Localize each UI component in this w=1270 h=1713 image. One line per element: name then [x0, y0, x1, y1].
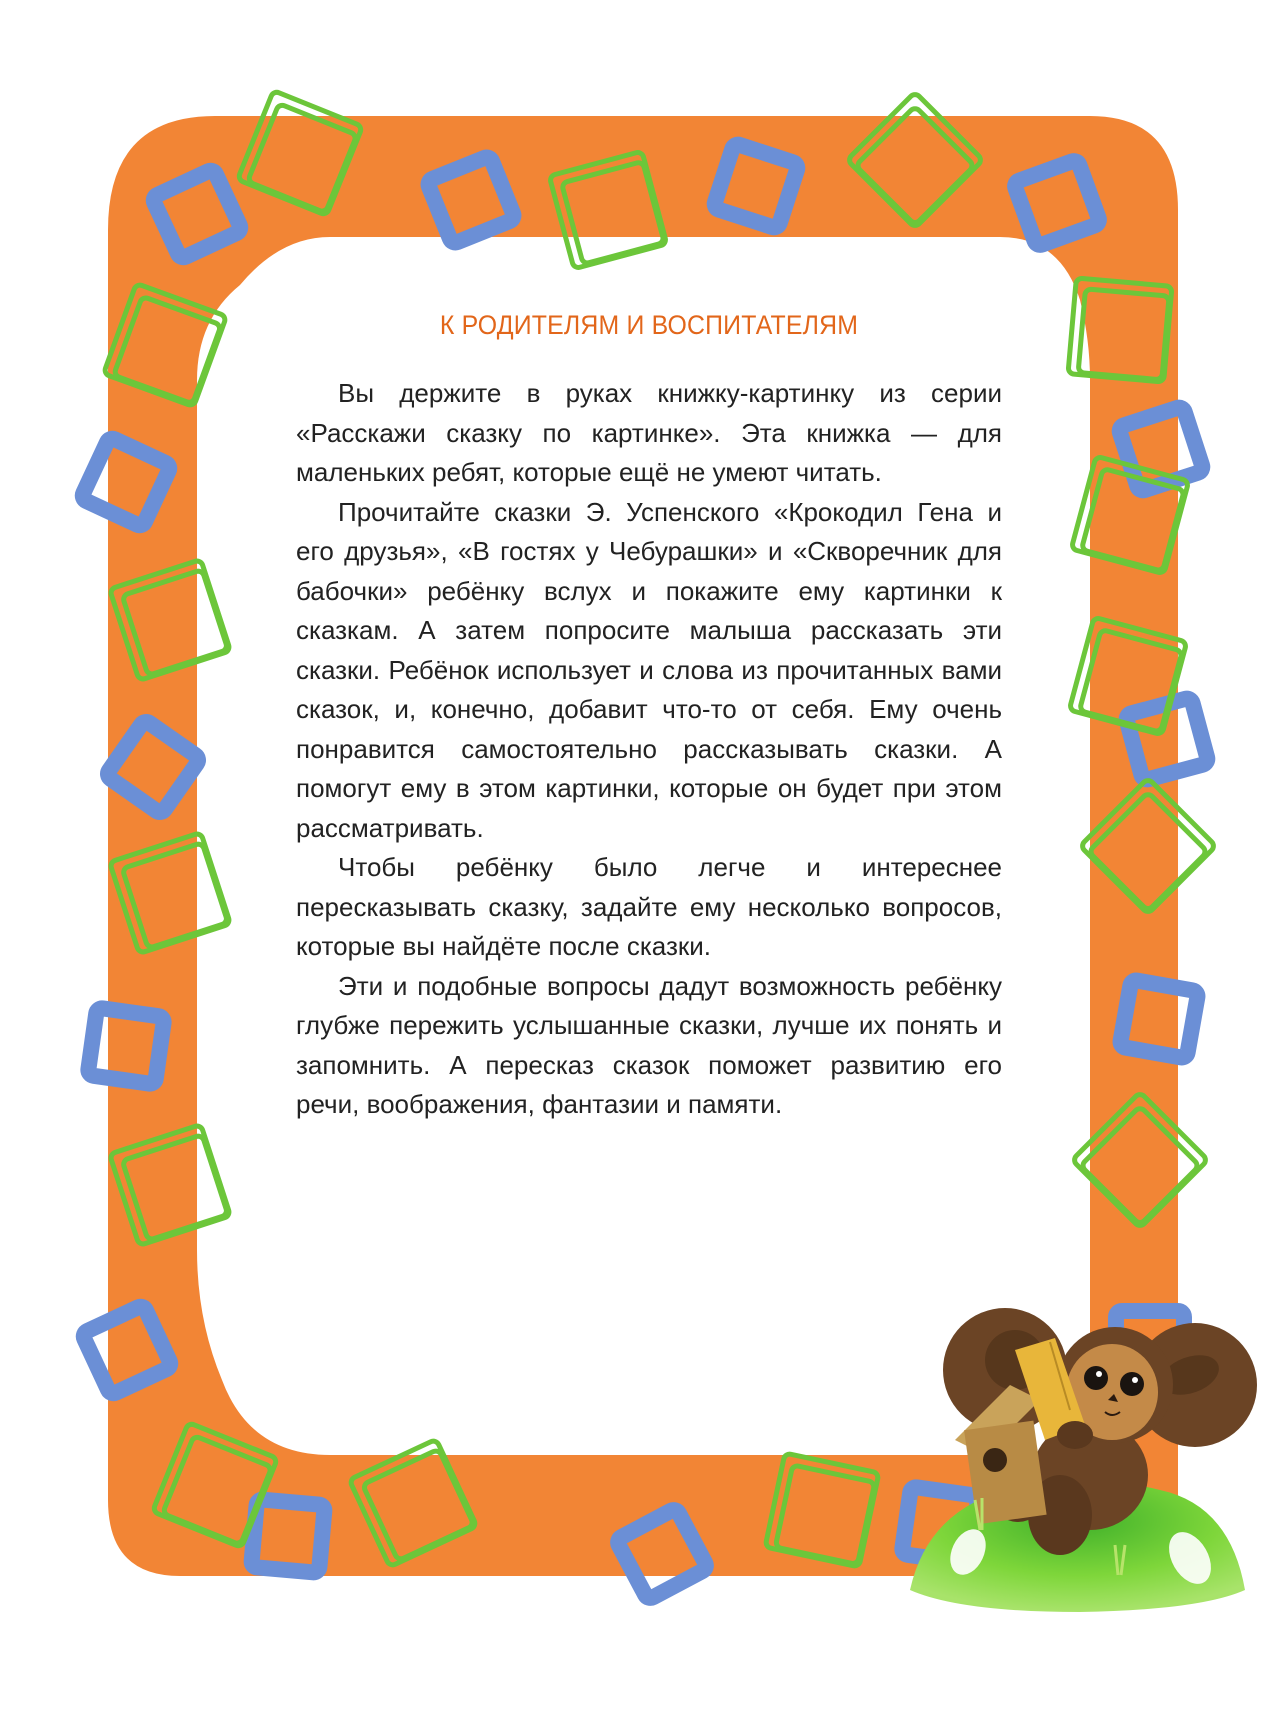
- paragraph-2: Прочитайте сказки Э. Успенского «Крокодил Гена и его друзья», «В гостях у Чебурашки» и «Скворечник для бабочки» ребёнку вслух и покажите ему картинки к сказкам. А затем попросите малыша рассказать эти сказки. Ребёнок использует и слова из прочитанных вами сказок, и, конечно, добавит что-то от себя. Ему очень понравится самостоятельно рассказывать сказки. А помогут ему в этом картинки, которые он будет при этом рассматривать.: [296, 496, 1002, 843]
- cheburashka-illustration: [900, 1290, 1270, 1620]
- paragraph-4: Эти и подобные вопросы дадут возможность ребёнку глубже пережить услышанные сказки, лучше их понять и запомнить. А пересказ сказок поможет развитию его речи, воображения, фантазии и памяти.: [296, 970, 1002, 1119]
- page-title: К РОДИТЕЛЯМ И ВОСПИТАТЕЛЯМ: [439, 310, 859, 340]
- paragraph-3: Чтобы ребёнку было легче и интереснее пересказывать сказку, задайте ему несколько вопросов, которые вы найдёте после сказки.: [296, 852, 1002, 961]
- body-text: [296, 374, 1002, 1125]
- paragraph-1: Вы держите в руках книжку-картинку из серии «Расскажи сказку по картинке». Эта книжка — для маленьких ребят, которые ещё не умеют читать.: [296, 378, 1002, 487]
